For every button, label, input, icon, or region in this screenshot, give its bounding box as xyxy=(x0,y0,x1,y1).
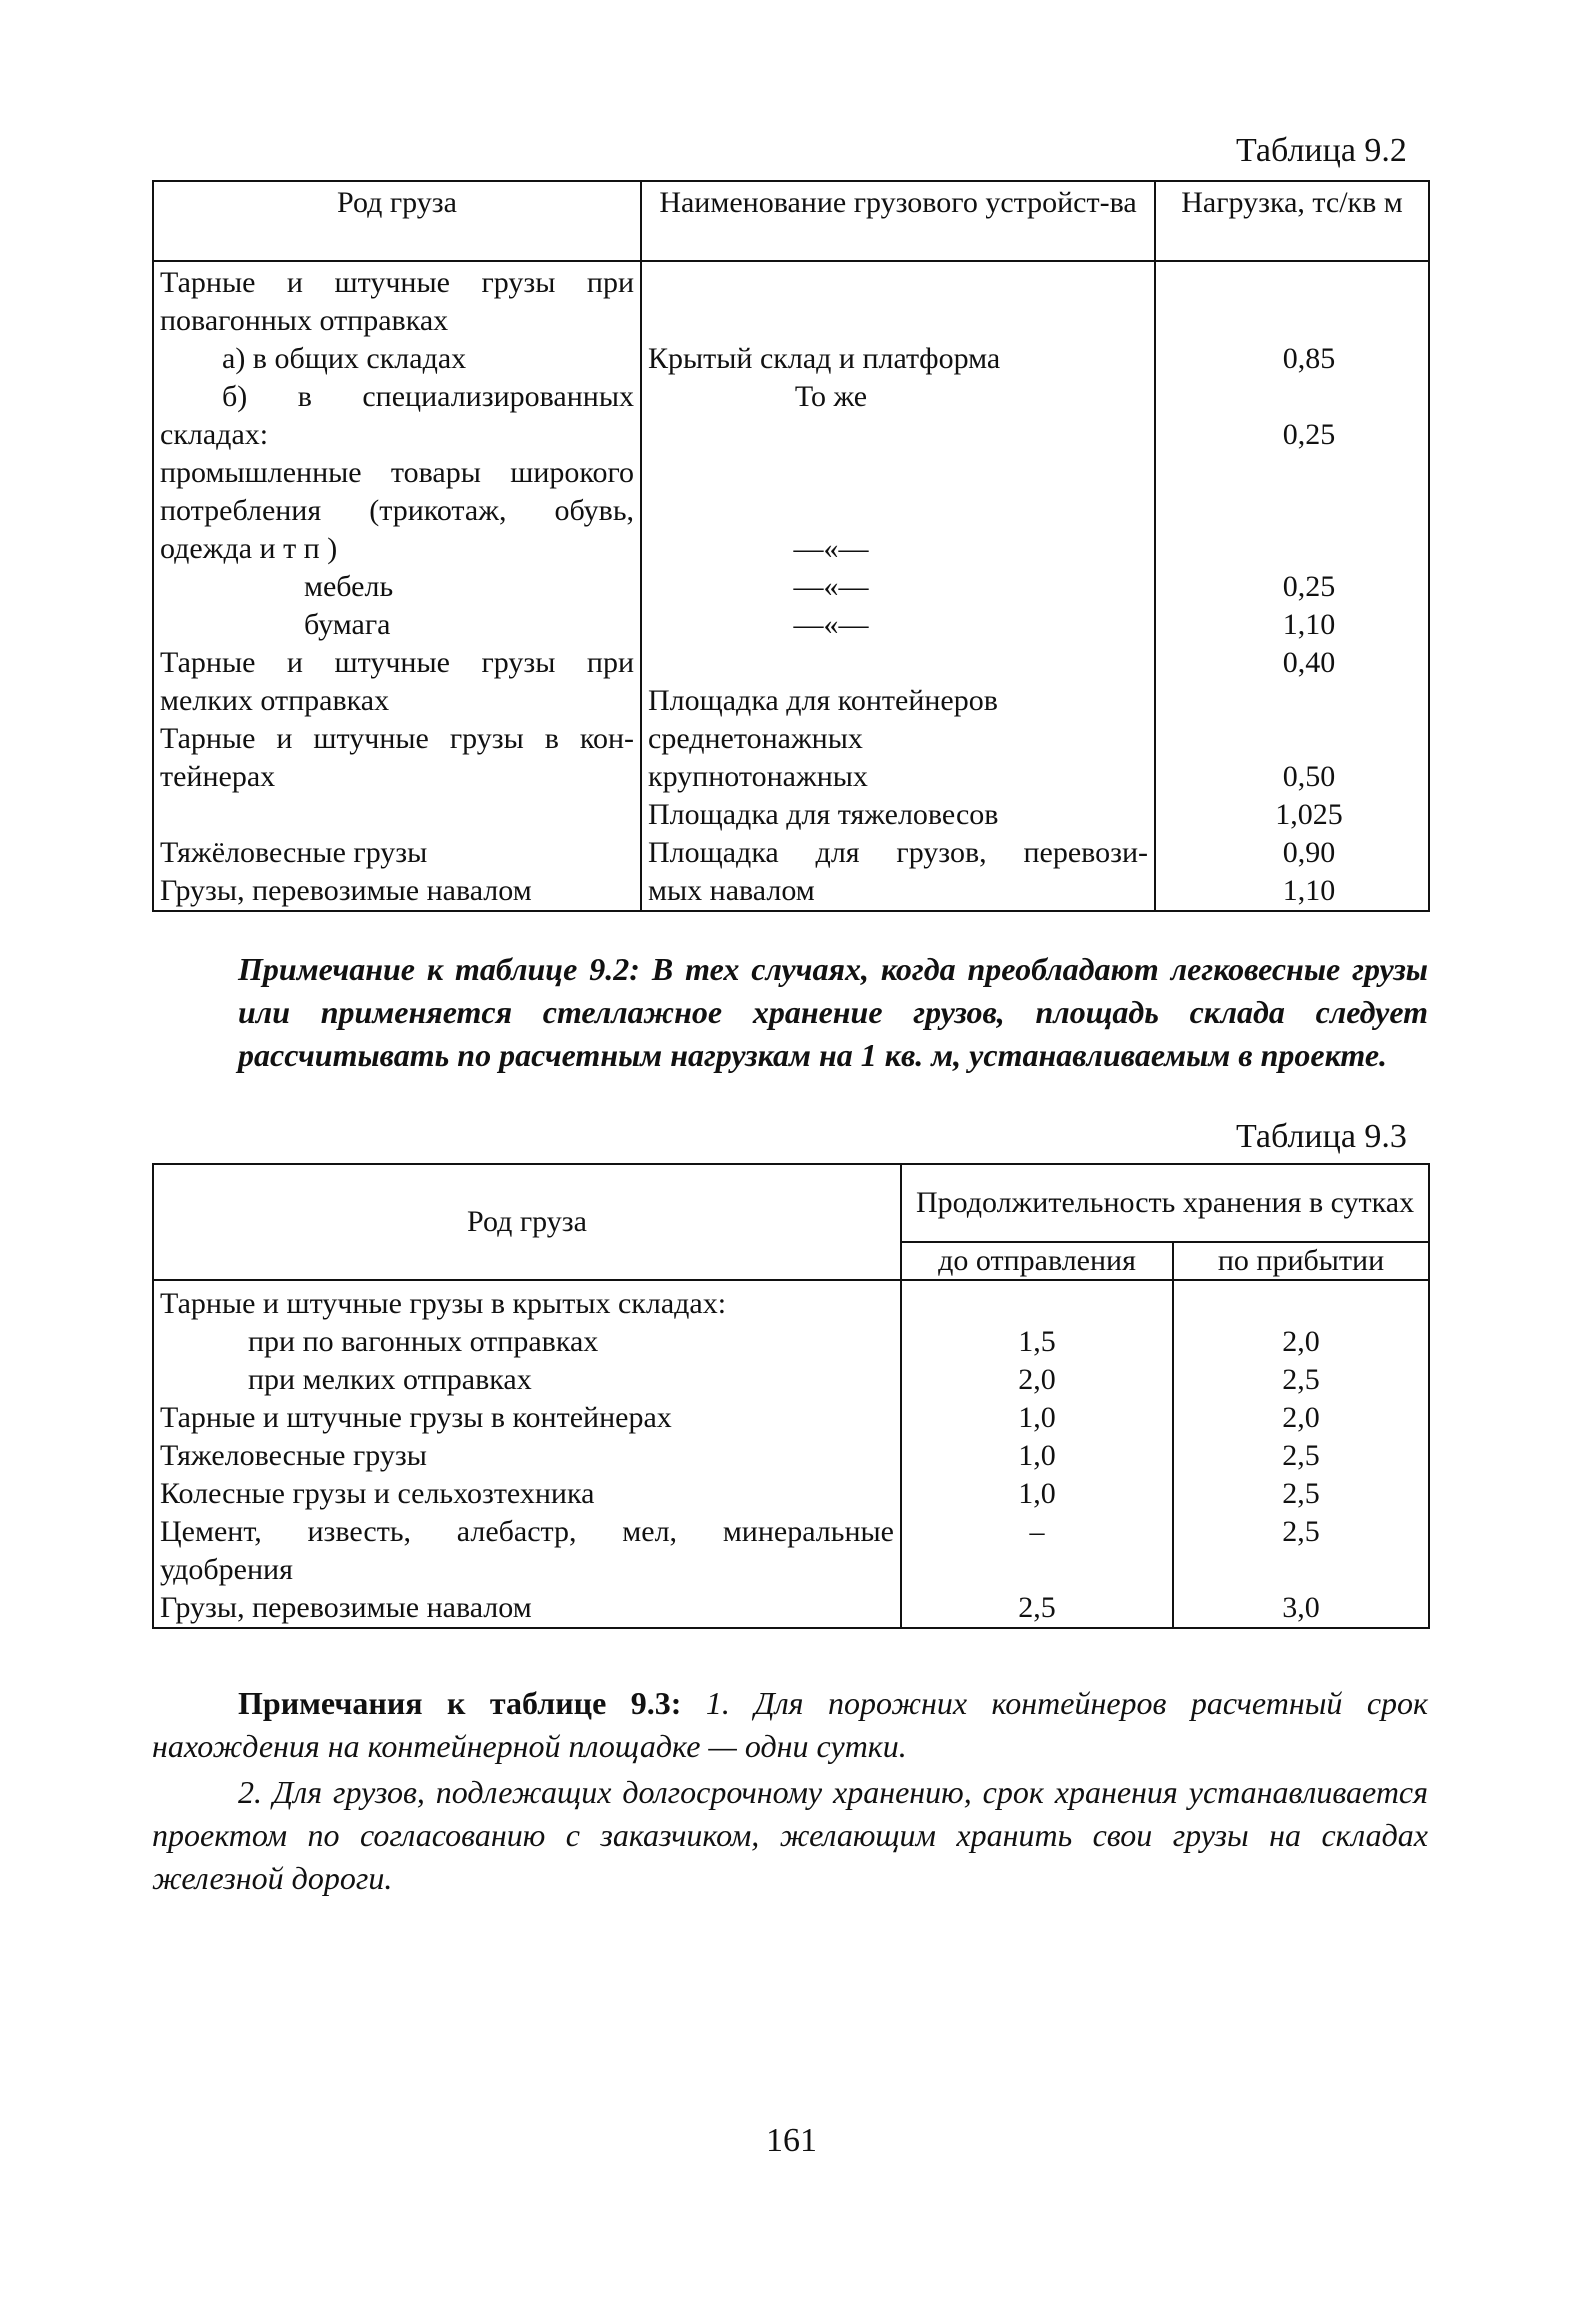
note-table-9-3-item-1 xyxy=(152,1682,1428,1768)
cell-cargo: потребления (трикотаж, обувь, xyxy=(153,492,641,530)
cell-load xyxy=(1155,378,1429,416)
table-row xyxy=(153,302,1429,340)
table-row xyxy=(153,606,1429,644)
cell-load: 0,90 xyxy=(1155,834,1429,872)
note-table-9-3-item-2 xyxy=(152,1771,1428,1900)
table-row xyxy=(153,530,1429,568)
cell-cargo: Тарные и штучные грузы в кон- xyxy=(153,720,641,758)
cell-cargo: б) в специализированных xyxy=(153,378,641,416)
table-header-row xyxy=(153,181,1429,261)
cell-after: 2,0 xyxy=(1173,1399,1429,1437)
cell-before: 1,0 xyxy=(901,1475,1173,1513)
table-row xyxy=(153,1475,1429,1513)
cell-before xyxy=(901,1551,1173,1589)
cell-device: Площадка для контейнеров xyxy=(641,682,1155,720)
header-load: Нагрузка, тс/кв м xyxy=(1155,181,1429,261)
cell-load: 1,10 xyxy=(1155,872,1429,911)
cell-load xyxy=(1155,492,1429,530)
table-row xyxy=(153,1399,1429,1437)
cell-cargo xyxy=(153,796,641,834)
page-number: 161 xyxy=(766,2122,817,2159)
table-header-row xyxy=(153,1164,1429,1242)
cell-device: Крытый склад и платформа xyxy=(641,340,1155,378)
cell-cargo: складах: xyxy=(153,416,641,454)
cell-load: 0,40 xyxy=(1155,644,1429,682)
table-row xyxy=(153,1437,1429,1475)
cell-before: 1,5 xyxy=(901,1323,1173,1361)
cell-cargo: мелких отправках xyxy=(153,682,641,720)
cell-device xyxy=(641,644,1155,682)
cell-after: 2,5 xyxy=(1173,1513,1429,1551)
cell-device: мых навалом xyxy=(641,872,1155,911)
cell-device xyxy=(641,302,1155,340)
cell-load: 0,85 xyxy=(1155,340,1429,378)
cell-cargo: Тяжёловесные грузы xyxy=(153,834,641,872)
cell-before: – xyxy=(901,1513,1173,1551)
cell-load xyxy=(1155,682,1429,720)
table-row xyxy=(153,261,1429,302)
table-row xyxy=(153,1589,1429,1628)
header-cargo-type: Род груза xyxy=(153,1164,901,1280)
cell-cargo: а) в общих складах xyxy=(153,340,641,378)
table-row xyxy=(153,1361,1429,1399)
table-row xyxy=(153,872,1429,911)
cell-device: —«— xyxy=(641,530,1155,568)
cell-cargo: при мелких отправках xyxy=(153,1361,901,1399)
note-lead: Примечания к таблице 9.3: xyxy=(238,1685,682,1721)
cell-after xyxy=(1173,1551,1429,1589)
cell-device xyxy=(641,454,1155,492)
cell-load: 1,10 xyxy=(1155,606,1429,644)
table-row xyxy=(153,340,1429,378)
cell-cargo: одежда и т п ) xyxy=(153,530,641,568)
header-before-dispatch: до отправления xyxy=(901,1242,1173,1280)
table-row xyxy=(153,834,1429,872)
cell-device xyxy=(641,492,1155,530)
cell-cargo: Тяжеловесные грузы xyxy=(153,1437,901,1475)
cell-cargo: промышленные товары широкого xyxy=(153,454,641,492)
note-item-2: 2. Для грузов, подлежащих долгосрочному хранению, срок хранения устанавливается проектом по согласованию с заказчиком, желающим хранить свои грузы на складах железной дороги. xyxy=(152,1774,1428,1896)
cell-cargo: повагонных отправках xyxy=(153,302,641,340)
cell-before xyxy=(901,1280,1173,1323)
table-row xyxy=(153,1280,1429,1323)
cell-load: 0,25 xyxy=(1155,568,1429,606)
table-row xyxy=(153,492,1429,530)
cell-cargo: бумага xyxy=(153,606,641,644)
cell-cargo: Цемент, известь, алебастр, мел, минеральные xyxy=(153,1513,901,1551)
cell-cargo: Тарные и штучные грузы при xyxy=(153,644,641,682)
header-device-name: Наименование грузового устройст-ва xyxy=(641,181,1155,261)
table-row xyxy=(153,1513,1429,1551)
table-row xyxy=(153,1323,1429,1361)
cell-load xyxy=(1155,530,1429,568)
cell-device: крупнотонажных xyxy=(641,758,1155,796)
table-row xyxy=(153,682,1429,720)
cell-load xyxy=(1155,454,1429,492)
cell-load xyxy=(1155,302,1429,340)
cell-device xyxy=(641,416,1155,454)
cell-device: —«— xyxy=(641,606,1155,644)
cell-before: 2,0 xyxy=(901,1361,1173,1399)
cell-device: Площадка для тяжеловесов xyxy=(641,796,1155,834)
note-item-1: 1. Для порожних контейнеров расчетный срок нахождения на контейнерной площадке — одни сутки. xyxy=(152,1685,1429,1764)
cell-device: среднетонажных xyxy=(641,720,1155,758)
table-row xyxy=(153,416,1429,454)
cell-cargo: Грузы, перевозимые навалом xyxy=(153,872,641,911)
cell-before: 1,0 xyxy=(901,1437,1173,1475)
cell-device xyxy=(641,261,1155,302)
note-text: В тех случаях, когда преобладают легковесные грузы или применяется стеллажное хранение грузов, площадь склада следует рассчитывать по расчетным нагрузкам на 1 кв. м, устанавливаемым в проекте. xyxy=(238,951,1429,1073)
cell-load: 0,25 xyxy=(1155,416,1429,454)
header-storage-duration: Продолжительность хранения в сутках xyxy=(901,1164,1429,1242)
cell-load xyxy=(1155,261,1429,302)
cell-cargo: мебель xyxy=(153,568,641,606)
header-after-arrival: по прибытии xyxy=(1173,1242,1429,1280)
cell-after: 2,5 xyxy=(1173,1437,1429,1475)
table-9-3-caption: Таблица 9.3 xyxy=(1236,1118,1407,1155)
cell-cargo: удобрения xyxy=(153,1551,901,1589)
cell-device: То же xyxy=(641,378,1155,416)
cell-after: 2,5 xyxy=(1173,1361,1429,1399)
table-9-2 xyxy=(152,180,1430,912)
cell-cargo: Тарные и штучные грузы в крытых складах: xyxy=(153,1280,901,1323)
cell-cargo: Тарные и штучные грузы в контейнерах xyxy=(153,1399,901,1437)
cell-before: 2,5 xyxy=(901,1589,1173,1628)
cell-after: 3,0 xyxy=(1173,1589,1429,1628)
cell-cargo: Тарные и штучные грузы при xyxy=(153,261,641,302)
table-row xyxy=(153,1551,1429,1589)
cell-device: Площадка для грузов, перевози- xyxy=(641,834,1155,872)
note-table-9-2 xyxy=(238,948,1428,1077)
table-row xyxy=(153,644,1429,682)
cell-load xyxy=(1155,720,1429,758)
table-row xyxy=(153,758,1429,796)
cell-after: 2,0 xyxy=(1173,1323,1429,1361)
cell-load: 0,50 xyxy=(1155,758,1429,796)
note-lead: Примечание к таблице 9.2: xyxy=(238,951,640,987)
cell-cargo: Грузы, перевозимые навалом xyxy=(153,1589,901,1628)
table-row xyxy=(153,720,1429,758)
cell-after: 2,5 xyxy=(1173,1475,1429,1513)
table-row xyxy=(153,454,1429,492)
cell-before: 1,0 xyxy=(901,1399,1173,1437)
cell-cargo: при по вагонных отправках xyxy=(153,1323,901,1361)
header-cargo-type: Род груза xyxy=(153,181,641,261)
table-row xyxy=(153,378,1429,416)
cell-cargo: тейнерах xyxy=(153,758,641,796)
cell-cargo: Колесные грузы и сельхозтехника xyxy=(153,1475,901,1513)
cell-load: 1,025 xyxy=(1155,796,1429,834)
cell-device: —«— xyxy=(641,568,1155,606)
cell-after xyxy=(1173,1280,1429,1323)
table-row xyxy=(153,796,1429,834)
table-row xyxy=(153,568,1429,606)
table-9-3 xyxy=(152,1163,1430,1629)
table-9-2-caption: Таблица 9.2 xyxy=(1236,132,1407,169)
